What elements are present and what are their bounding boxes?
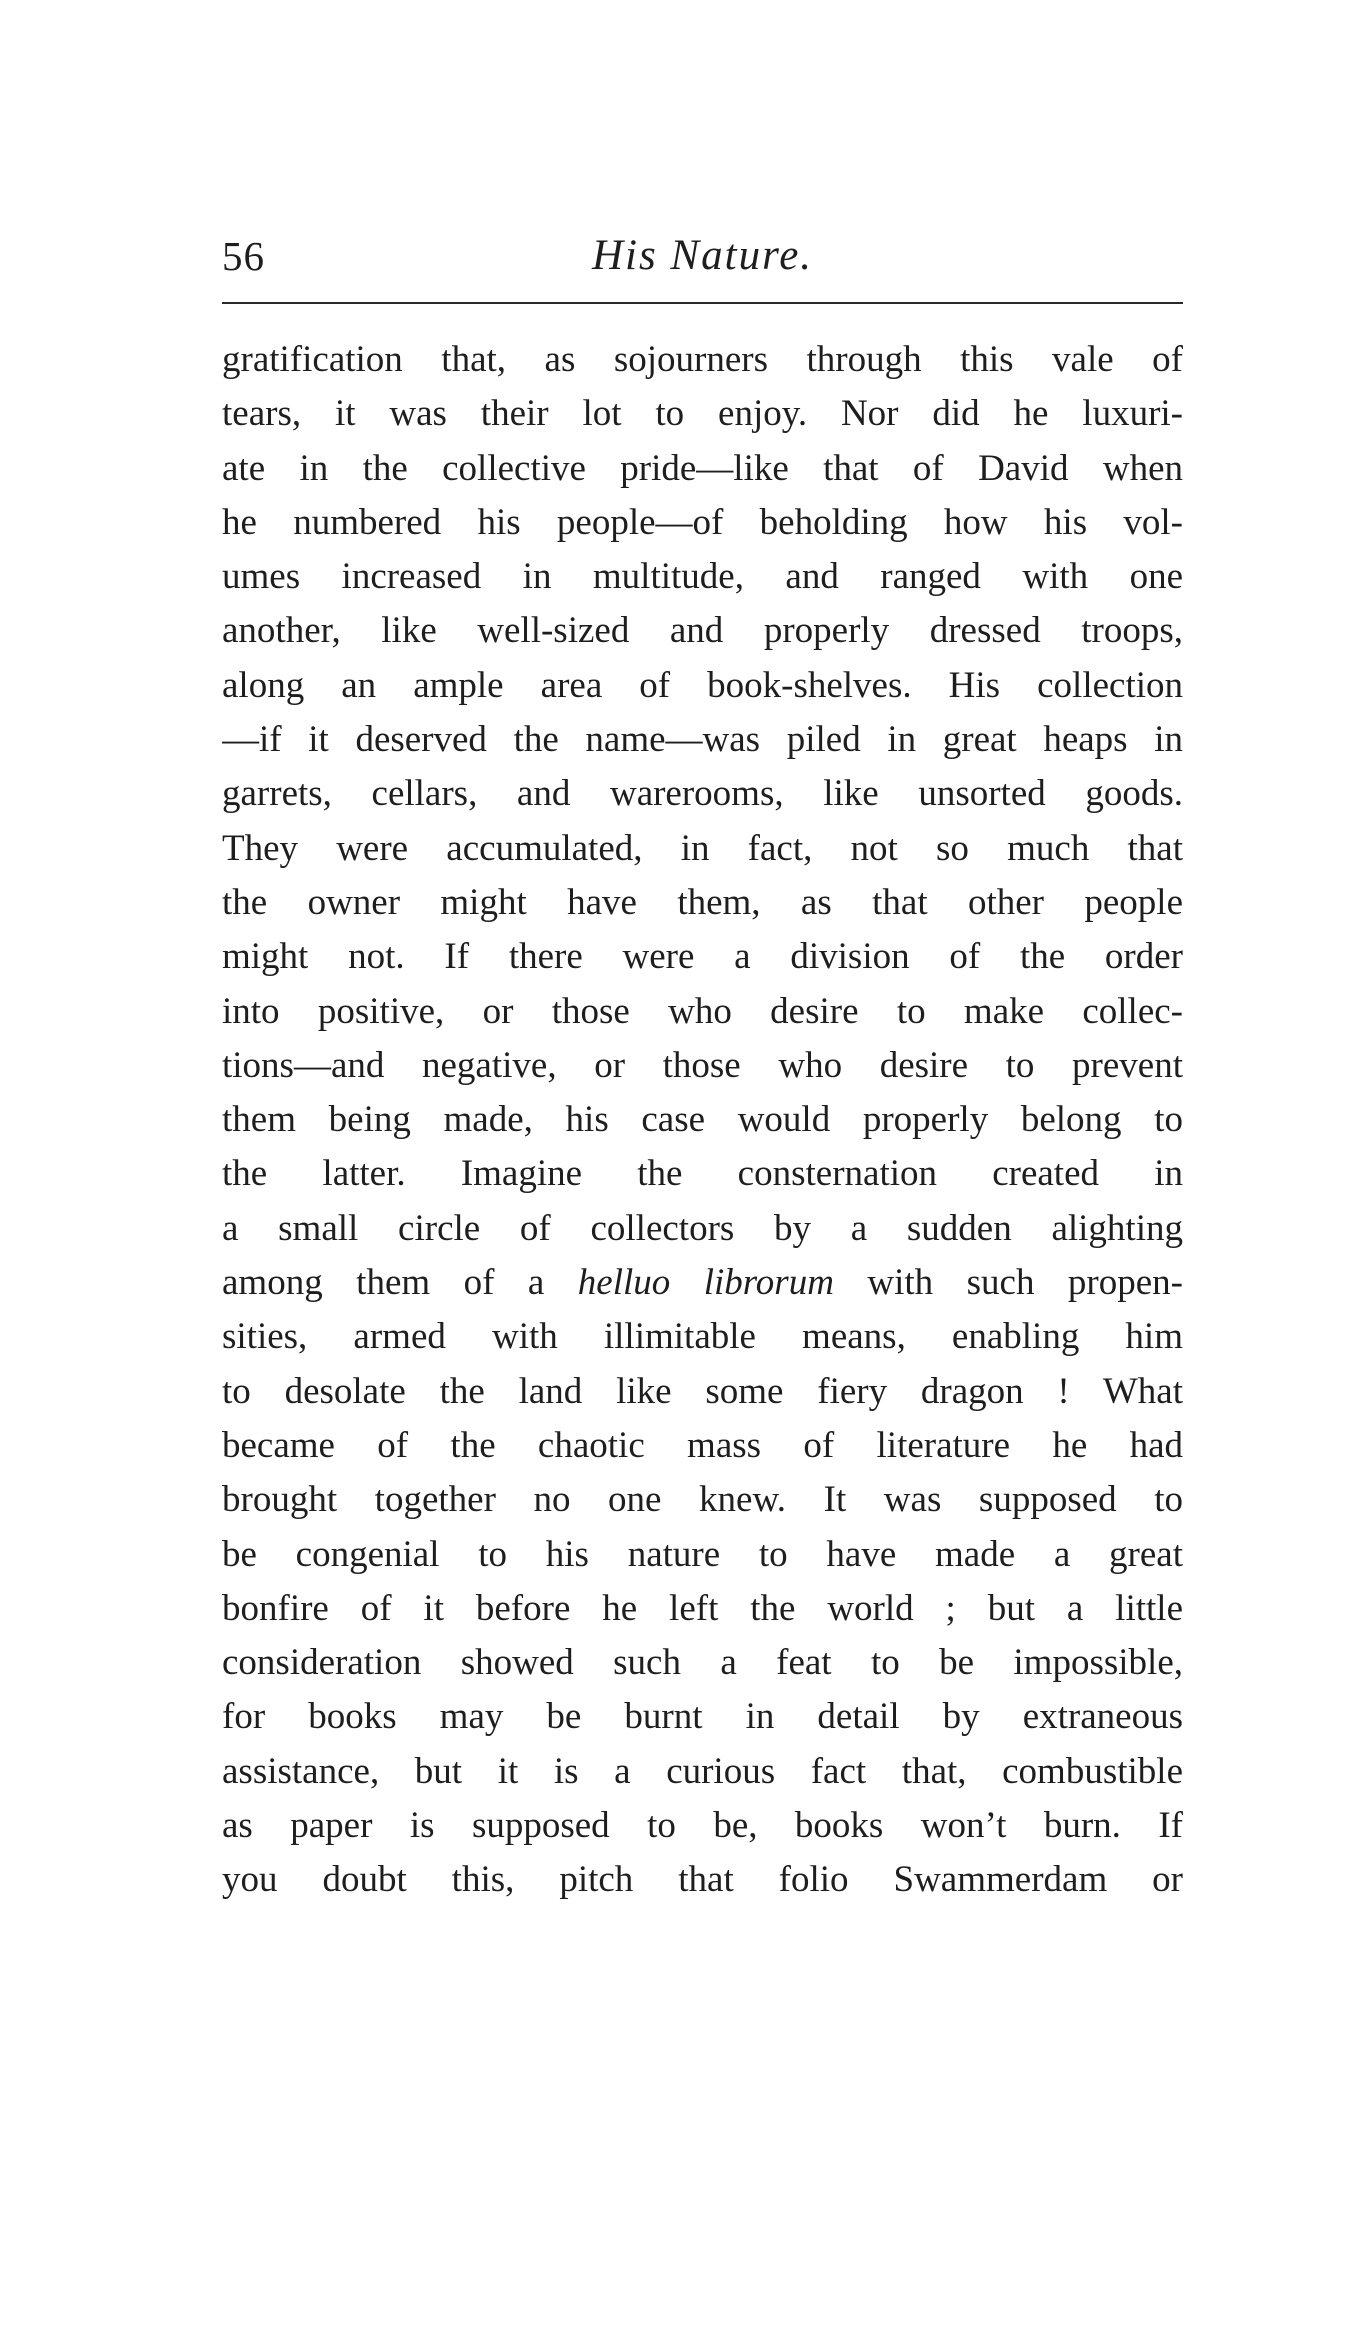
text-line: the latter. Imagine the consternation created in bbox=[222, 1153, 1183, 1195]
text-line: tears, it was their lot to enjoy. Nor did he luxuri- bbox=[222, 393, 1183, 435]
text-segment: among them of a bbox=[222, 1262, 578, 1304]
text-line-with-italic bbox=[222, 1256, 1183, 1310]
text-segment: with such propen- bbox=[833, 1262, 1183, 1304]
running-head bbox=[222, 222, 1183, 290]
text-line: tions—and negative, or those who desire to prevent bbox=[222, 1044, 1183, 1086]
text-line: gratification that, as sojourners through this vale of bbox=[222, 339, 1183, 380]
text-line: might not. If there were a division of the order bbox=[222, 936, 1183, 978]
text-line: be congenial to his nature to have made a great bbox=[222, 1533, 1183, 1575]
text-line: brought together no one knew. It was supposed to bbox=[222, 1479, 1183, 1521]
text-line: along an ample area of book-shelves. His collection bbox=[222, 664, 1183, 706]
text-line: sities, armed with illimitable means, enabling him bbox=[222, 1316, 1183, 1358]
text-line: another, like well-sized and properly dressed troops, bbox=[222, 610, 1183, 652]
text-line: the owner might have them, as that other people bbox=[222, 881, 1183, 923]
text-line: he numbered his people—of beholding how his vol- bbox=[222, 501, 1183, 543]
text-line: consideration showed such a feat to be impossible, bbox=[222, 1642, 1183, 1684]
text-line: ate in the collective pride—like that of David when bbox=[222, 447, 1183, 489]
text-line: them being made, his case would properly belong to bbox=[222, 1099, 1183, 1141]
text-line: —if it deserved the name—was piled in great heaps in bbox=[222, 719, 1183, 761]
text-line: They were accumulated, in fact, not so much that bbox=[222, 827, 1183, 869]
text-line: bonfire of it before he left the world ; but a little bbox=[222, 1587, 1183, 1629]
text-line: a small circle of collectors by a sudden alighting bbox=[222, 1207, 1183, 1249]
text-line: you doubt this, pitch that folio Swammerdam or bbox=[222, 1859, 1183, 1901]
text-line: as paper is supposed to be, books won’t burn. If bbox=[222, 1805, 1183, 1847]
text-line: assistance, but it is a curious fact that, combustible bbox=[222, 1750, 1183, 1792]
text-line: became of the chaotic mass of literature he had bbox=[222, 1424, 1183, 1466]
italic-phrase: helluo librorum bbox=[577, 1262, 834, 1304]
text-line: into positive, or those who desire to make collec- bbox=[222, 990, 1183, 1032]
page-number: 56 bbox=[222, 233, 265, 279]
text-line: umes increased in multitude, and ranged with one bbox=[222, 556, 1183, 598]
text-line: to desolate the land like some fiery dragon ! What bbox=[222, 1370, 1183, 1412]
header-rule bbox=[222, 302, 1183, 304]
body-text bbox=[222, 333, 1183, 1908]
text-line: garrets, cellars, and warerooms, like unsorted goods. bbox=[222, 773, 1183, 815]
running-title: His Nature. bbox=[591, 232, 814, 279]
text-line: for books may be burnt in detail by extraneous bbox=[222, 1696, 1183, 1738]
